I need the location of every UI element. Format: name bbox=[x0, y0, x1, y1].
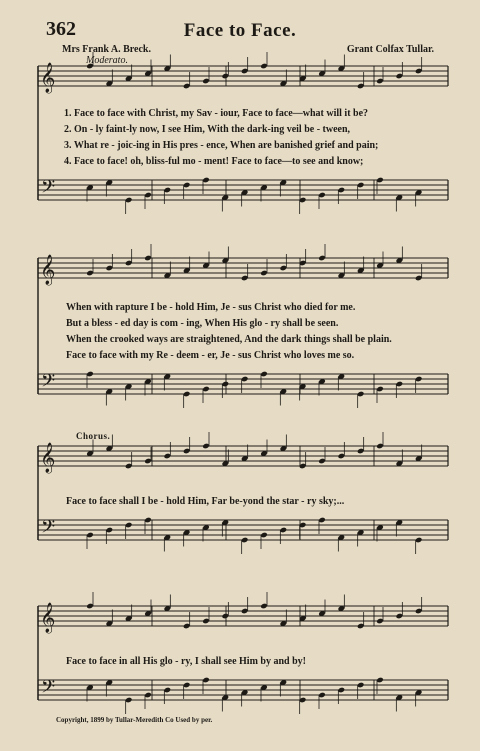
hymn-number: 362 bbox=[46, 18, 76, 40]
author-credit: Mrs Frank A. Breck. bbox=[62, 44, 151, 55]
bass-clef-icon: 𝄢 bbox=[41, 371, 56, 396]
refrain-line-1: When with rapture I be - hold Him, Je - sus Christ who died for me. bbox=[66, 302, 356, 313]
treble-clef-icon: 𝄞 bbox=[40, 255, 56, 285]
chorus-label: Chorus. bbox=[76, 431, 111, 441]
verse-line-4: 4. Face to face! oh, bliss-ful mo - ment! Face to face—to see and know; bbox=[64, 156, 364, 167]
treble-clef-icon: 𝄞 bbox=[40, 603, 56, 633]
refrain-line-3: When the crooked ways are straightened, And the dark things shall be plain. bbox=[66, 334, 392, 345]
bass-clef-icon: 𝄢 bbox=[41, 517, 56, 542]
treble-clef-icon: 𝄞 bbox=[40, 63, 56, 93]
verse-line-2: 2. On - ly faint-ly now, I see Him, With the dark-ing veil be - tween, bbox=[64, 124, 351, 135]
hymn-title: Face to Face. bbox=[183, 20, 297, 41]
tempo-marking: Moderato. bbox=[86, 55, 128, 66]
chorus-line-2: Face to face in all His glo - ry, I shall see Him by and by! bbox=[66, 656, 306, 667]
bass-clef-icon: 𝄢 bbox=[41, 177, 56, 202]
copyright-notice: Copyright, 1899 by Tullar-Meredith Co Used by per. bbox=[56, 716, 213, 724]
refrain-line-4: Face to face with my Re - deem - er, Je - sus Christ who loves me so. bbox=[66, 350, 355, 361]
treble-clef-icon: 𝄞 bbox=[40, 443, 56, 473]
verse-line-1: 1. Face to face with Christ, my Sav - iour, Face to face—what will it be? bbox=[64, 108, 369, 119]
refrain-line-2: But a bless - ed day is com - ing, When His glo - ry shall be seen. bbox=[66, 318, 339, 329]
composer-credit: Grant Colfax Tullar. bbox=[346, 44, 434, 55]
chorus-line-1: Face to face shall I be - hold Him, Far be-yond the star - ry sky;... bbox=[66, 496, 345, 507]
verse-line-3: 3. What re - joic-ing in His pres - ence, When are banished grief and pain; bbox=[64, 140, 379, 151]
bass-clef-icon: 𝄢 bbox=[41, 677, 56, 702]
